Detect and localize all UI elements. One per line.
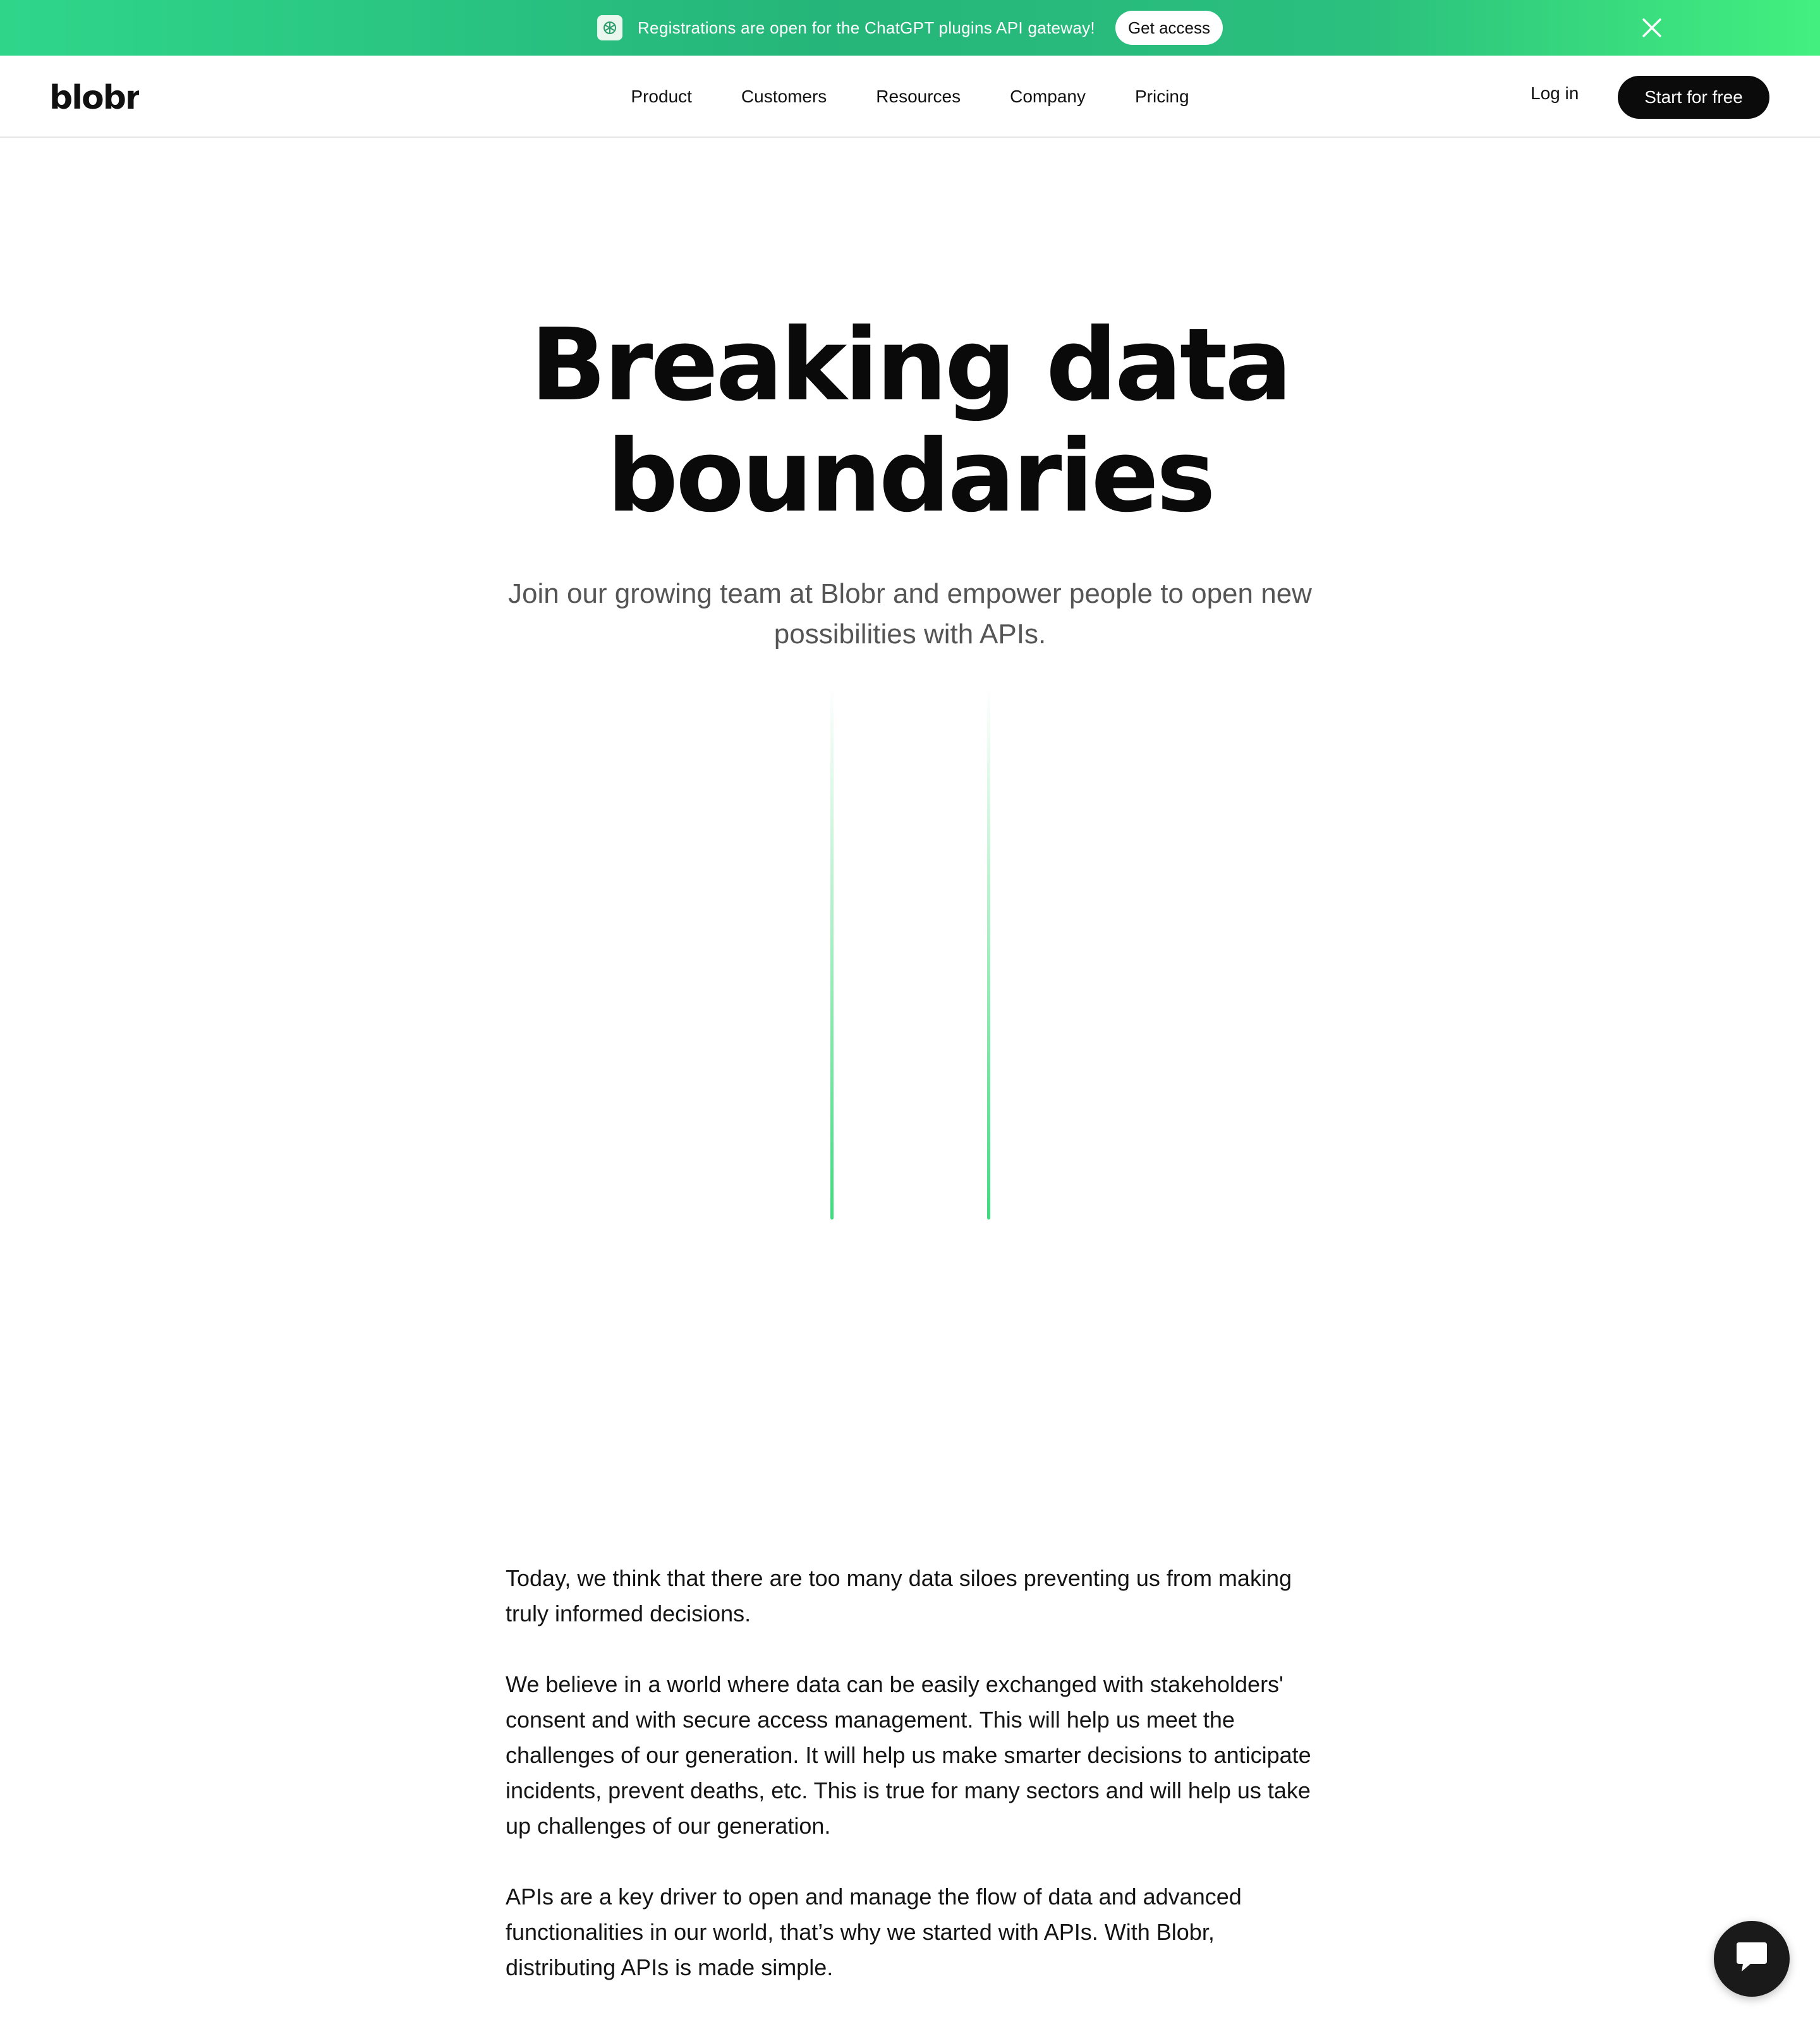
openai-icon (597, 15, 622, 40)
login-link[interactable]: Log in (1531, 83, 1579, 103)
logo-text: blobr (49, 80, 139, 115)
decorative-beam-right (987, 686, 990, 1220)
chat-widget-button[interactable] (1714, 1921, 1790, 1997)
nav-resources[interactable]: Resources (876, 87, 961, 106)
title-line-2: boundaries (607, 418, 1213, 535)
paragraph-2: We believe in a world where data can be easily exchanged with stakeholders' consent and with secure access management. This will help us meet the challenges of our generation. It will help us make smarter decisions to anticipate incidents, prevent deaths, etc. This is true for many sectors and will help us take up challenges of our generation. (506, 1671, 1311, 1839)
paragraph-3: APIs are a key driver to open and manage the flow of data and advanced functionalities in our world, that’s why we started with APIs. With Blobr, distributing APIs is made simple. (506, 1884, 1242, 1980)
nav-pricing[interactable]: Pricing (1134, 87, 1189, 106)
mission-text (506, 1561, 1321, 2021)
announcement-banner (0, 0, 1820, 56)
nav-company[interactable]: Company (1010, 87, 1086, 106)
start-for-free-button[interactable]: Start for free (1618, 76, 1769, 119)
paragraph-1: Today, we think that there are too many data siloes preventing us from making truly informed decisions. (506, 1565, 1292, 1626)
nav-product[interactable]: Product (631, 87, 692, 106)
decorative-beam-left (830, 686, 834, 1220)
page-title (0, 307, 1820, 535)
close-icon[interactable] (1639, 15, 1665, 40)
chat-bubble-icon (1733, 1940, 1771, 1978)
get-access-button[interactable]: Get access (1115, 11, 1223, 45)
banner-text: Registrations are open for the ChatGPT plugins API gateway! (637, 18, 1095, 37)
title-line-1: Breaking data (530, 307, 1290, 423)
hero-subtitle: Join our growing team at Blobr and empower people to open new possibilities with APIs. (508, 578, 1312, 650)
banner-content (597, 11, 1223, 45)
nav-customers[interactable]: Customers (741, 87, 827, 106)
site-header (0, 56, 1820, 138)
